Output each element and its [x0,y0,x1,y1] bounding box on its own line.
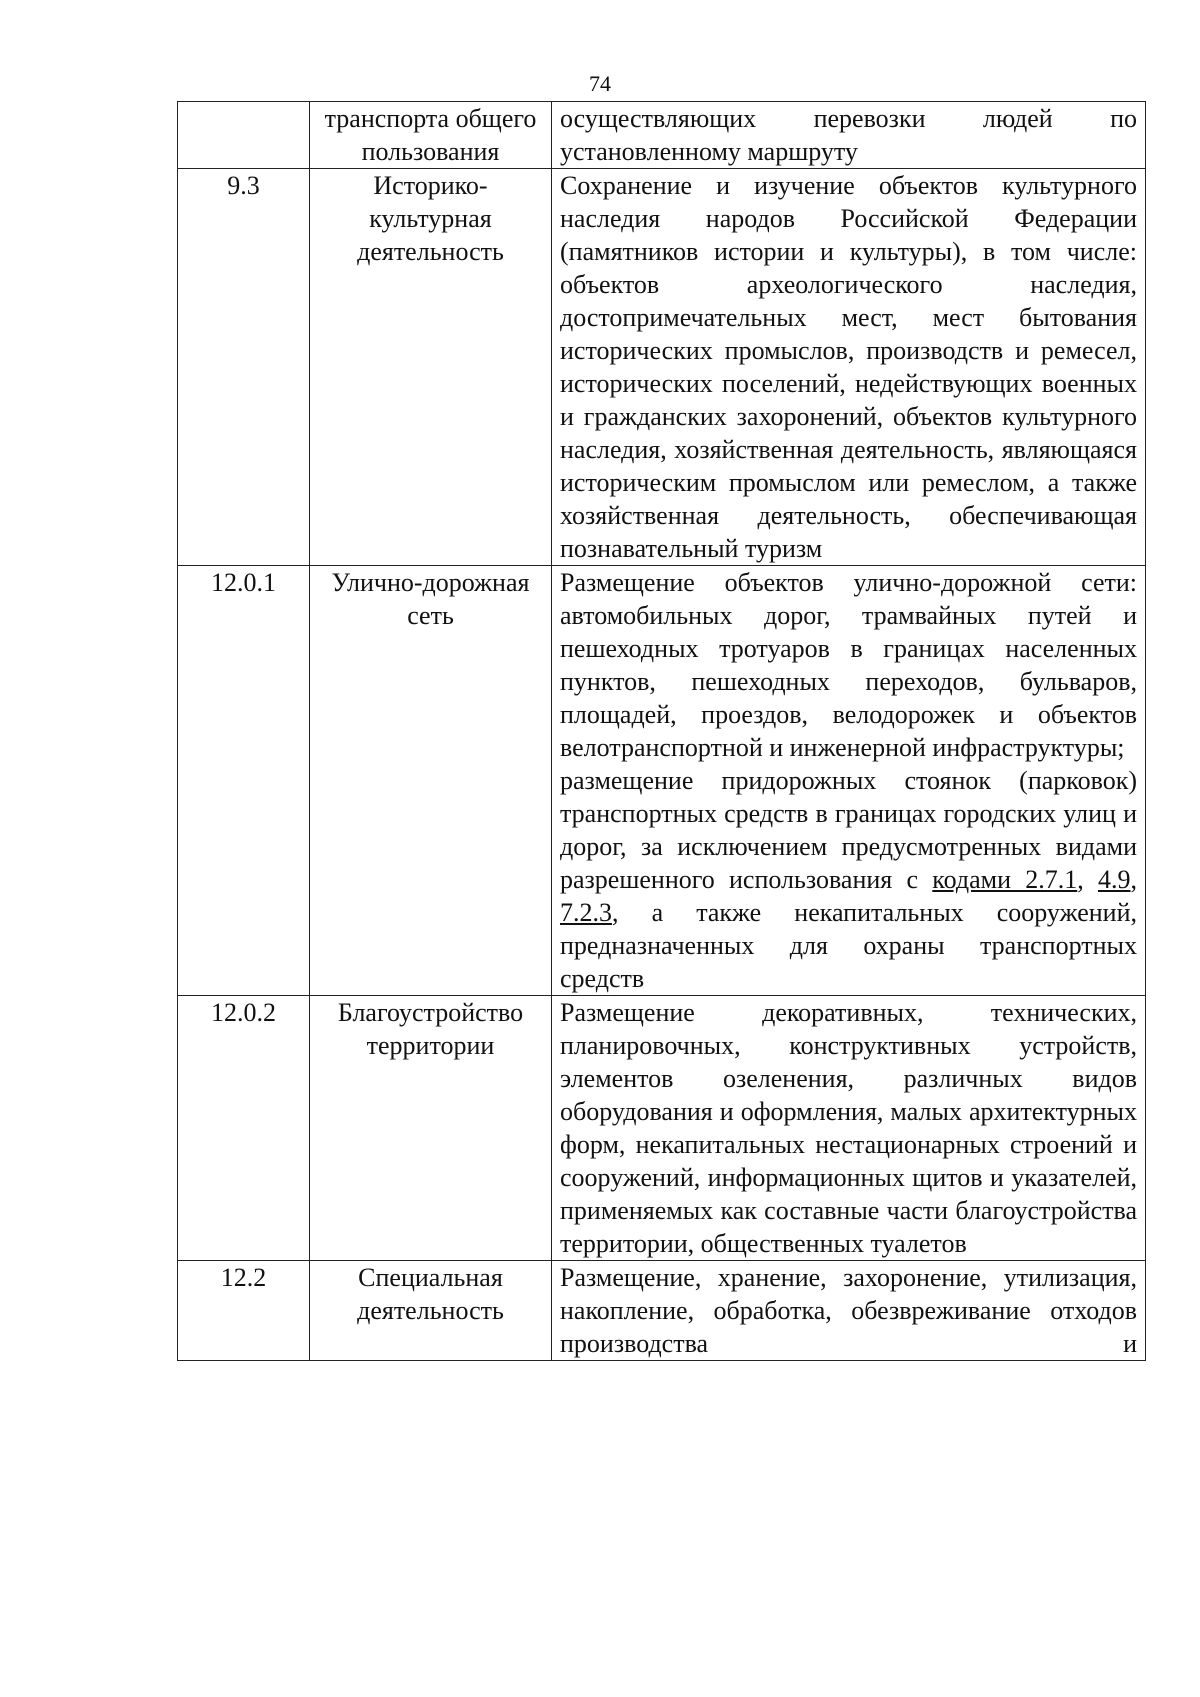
row-name: Историко-культурная деятельность [310,169,552,566]
description-paragraph: осуществляющих перевозки людей по установленному маршруту [560,104,1137,166]
row-code: 12.2 [178,1261,310,1361]
table-row [178,1261,1146,1361]
row-description [552,566,1146,996]
table-row [178,996,1146,1261]
separator-text: , [1130,865,1137,894]
description-paragraph [560,764,1137,995]
description-paragraph: Сохранение и изучение объектов культурного наследия народов Российской Федерации (памятников истории и культуры), в том числе: объектов археологического наследия, достопримечательных мест, мест бытования исторических промыслов, производств и ремесел, исторических поселений, недействующих военных и гражданских захоронений, объектов культурного наследия, хозяйственная деятельность, являющаяся историческим промыслом или ремеслом, а также хозяйственная деятельность, обеспечивающая познавательный туризм [560,171,1137,563]
row-description [552,1261,1146,1361]
code-reference-link[interactable]: 4.9 [1098,865,1131,894]
row-description [552,169,1146,566]
description-paragraph: Размещение, хранение, захоронение, утилизация, накопление, обработка, обезвреживание отходов производства и [560,1263,1137,1358]
row-code: 12.0.1 [178,566,310,996]
row-name: Улично-дорожная сеть [310,566,552,996]
row-code [178,102,310,169]
row-description [552,996,1146,1261]
paragraph-text: , а также некапитальных сооружений, предназначенных для охраны транспортных средств [560,898,1137,993]
page-number: 74 [589,71,611,96]
row-name: Благоустройство территории [310,996,552,1261]
description-paragraph: Размещение объектов улично-дорожной сети: автомобильных дорог, трамвайных путей и пешеходных тротуаров в границах населенных пунктов, пешеходных переходов, бульваров, площадей, проездов, велодорожек и объектов велотранспортной и инженерной инфраструктуры; [560,568,1137,762]
row-description [552,102,1146,169]
row-code: 12.0.2 [178,996,310,1261]
description-paragraph: Размещение декоративных, технических, планировочных, конструктивных устройств, элементов озеленения, различных видов оборудования и оформления, малых архитектурных форм, некапитальных нестационарных строений и сооружений, информационных щитов и указателей, применяемых как составные части благоустройства территории, общественных туалетов [560,998,1137,1258]
code-reference-link[interactable]: 7.2.3 [560,898,612,927]
code-reference-link[interactable]: кодами 2.7.1 [932,865,1078,894]
table-row [178,566,1146,996]
paragraph-text: размещение придорожных стоянок (парковок) транспортных средств в границах городских улиц и дорог, за исключением предусмотренных видами разрешенного использования с [560,766,1137,894]
table-row [178,169,1146,566]
land-use-table [177,101,1146,1361]
row-name: транспорта общего пользования [310,102,552,169]
separator-text: , [1077,865,1098,894]
table-row [178,102,1146,169]
row-name: Специальная деятельность [310,1261,552,1361]
row-code: 9.3 [178,169,310,566]
